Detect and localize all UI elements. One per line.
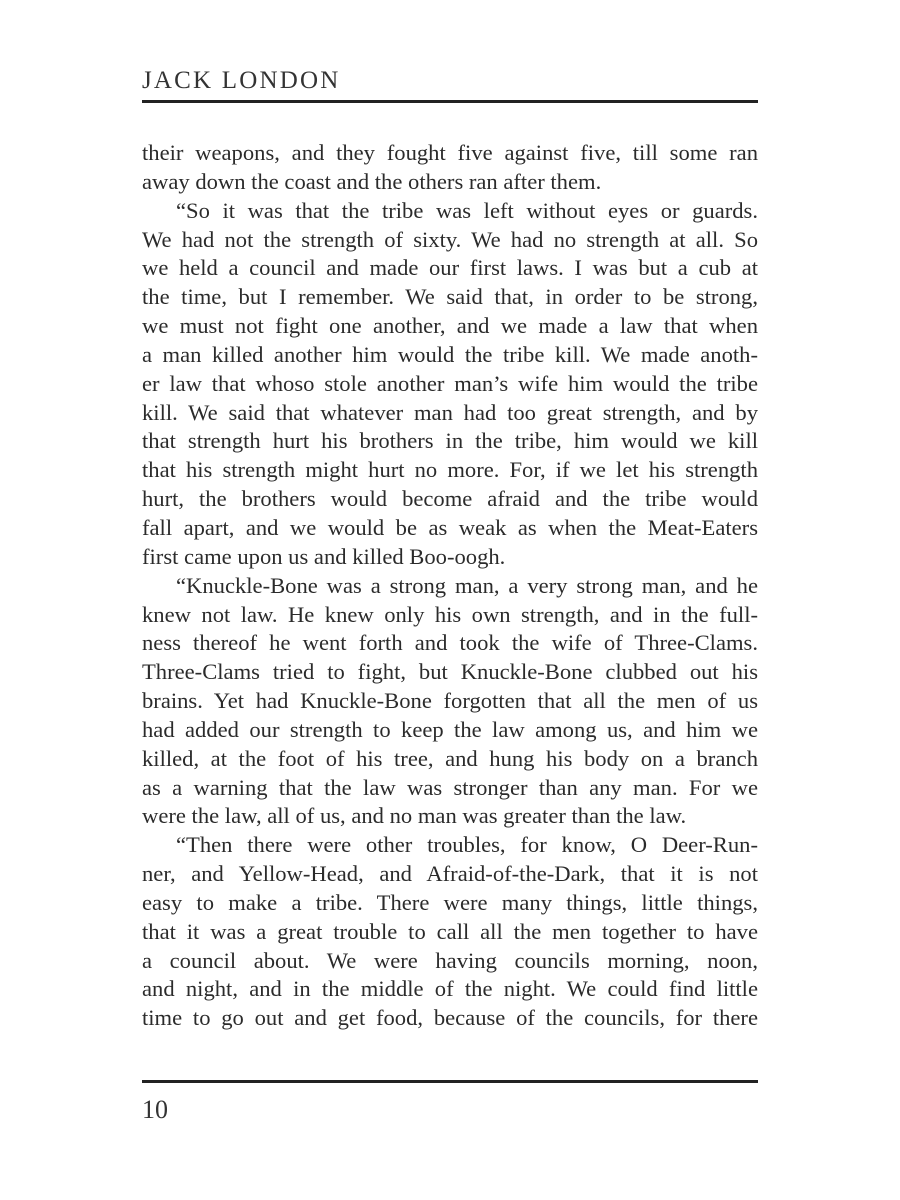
text-line: time to go out and get food, because of the councils, for there — [142, 1005, 758, 1031]
text-line: kill. We said that whatever man had too great strength, and by — [142, 399, 758, 425]
text-line: that it was a great trouble to call all the men together to have — [142, 918, 758, 944]
text-line: away down the coast and the others ran after them. — [142, 168, 602, 194]
text-line: a man killed another him would the tribe kill. We made anoth- — [142, 341, 758, 367]
text-line: fall apart, and we would be as weak as when the Meat-Eaters — [142, 514, 758, 540]
text-line: hurt, the brothers would become afraid and the tribe would — [142, 486, 758, 512]
text-line: Three-Clams tried to fight, but Knuckle-Bone clubbed out his — [142, 659, 758, 685]
text-line: killed, at the foot of his tree, and hung his body on a branch — [142, 745, 758, 771]
text-line: their weapons, and they fought five against five, till some ran — [142, 140, 758, 165]
text-line: as a warning that the law was stronger than any man. For we — [142, 774, 758, 800]
text-line: er law that whoso stole another man’s wife him would the tribe — [142, 370, 758, 396]
body-text — [142, 139, 758, 1033]
footer-rule — [142, 1080, 758, 1083]
text-line: that his strength might hurt no more. For, if we let his strength — [142, 457, 758, 483]
text-line: we must not fight one another, and we made a law that when — [142, 313, 758, 339]
text-line: first came upon us and killed Boo-oogh. — [142, 543, 506, 569]
text-line: the time, but I remember. We said that, in order to be strong, — [142, 284, 758, 310]
text-line: we held a council and made our first laws. I was but a cub at — [142, 255, 758, 281]
text-line: a council about. We were having councils morning, noon, — [142, 947, 758, 973]
text-line: had added our strength to keep the law among us, and him we — [142, 716, 758, 742]
text-line: and night, and in the middle of the night. We could find little — [142, 976, 758, 1002]
text-line: “Then there were other troubles, for know, O Deer-Run- — [176, 832, 758, 858]
text-line: that strength hurt his brothers in the tribe, him would we kill — [142, 428, 758, 454]
header-rule — [142, 100, 758, 103]
text-line: ness thereof he went forth and took the wife of Three-Clams. — [142, 630, 758, 656]
running-head-author: JACK LONDON — [142, 67, 341, 94]
text-line: easy to make a tribe. There were many things, little things, — [142, 889, 758, 915]
page-number: 10 — [142, 1095, 168, 1124]
text-line: were the law, all of us, and no man was greater than the law. — [142, 803, 687, 829]
text-line: “Knuckle-Bone was a strong man, a very strong man, and he — [176, 572, 758, 598]
text-line: brains. Yet had Knuckle-Bone forgotten that all the men of us — [142, 688, 758, 714]
text-line: ner, and Yellow-Head, and Afraid-of-the-Dark, that it is not — [142, 861, 758, 887]
text-line: knew not law. He knew only his own strength, and in the full- — [142, 601, 758, 627]
text-line: “So it was that the tribe was left without eyes or guards. — [176, 197, 758, 223]
text-line: We had not the strength of sixty. We had no strength at all. So — [142, 226, 758, 252]
